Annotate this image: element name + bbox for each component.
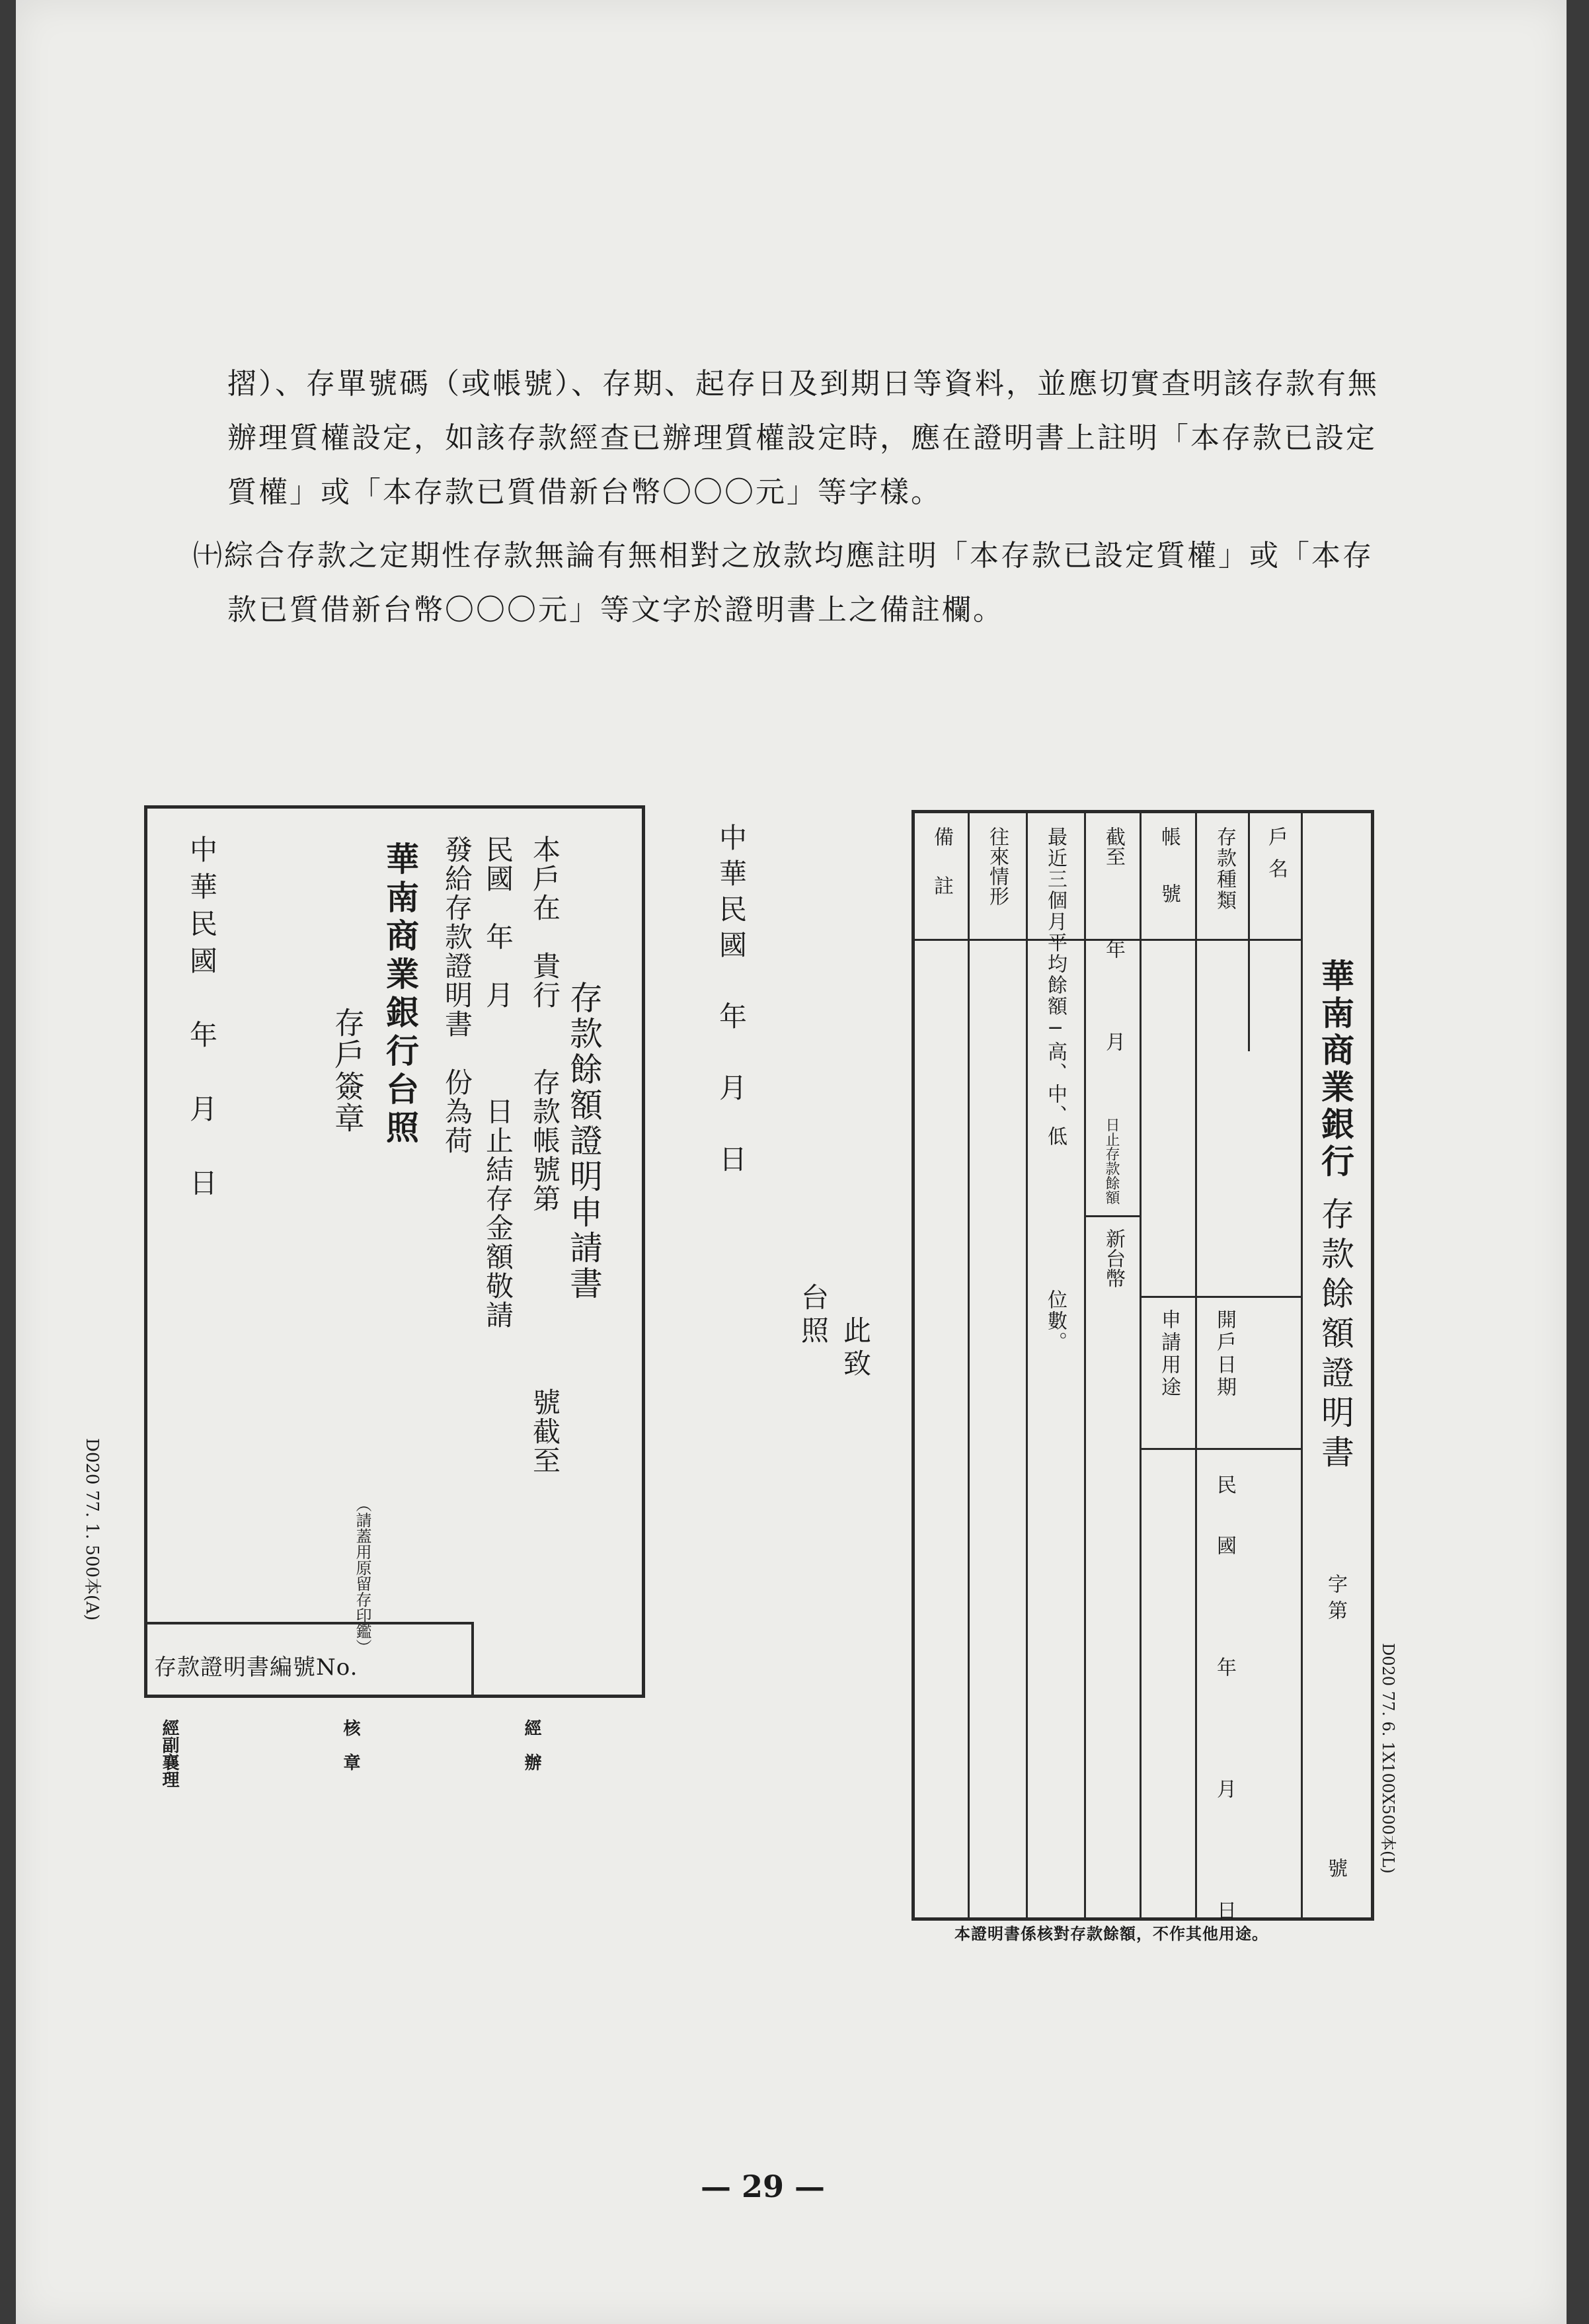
dealings-label: 往來情形 bbox=[986, 826, 1009, 906]
application-form bbox=[144, 805, 645, 1698]
asof-label: 截至 bbox=[1102, 826, 1125, 866]
stamp-manager: 經副襄理 bbox=[159, 1719, 179, 1788]
certificate-footnote: 本證明書係核對存款餘額，不作其他用途。 bbox=[954, 1924, 1268, 1943]
body-line: 摺）、存單號碼（或帳號）、存期、起存日及到期日等資料，並應切實查明該存款有無 bbox=[227, 367, 1379, 401]
certificate-word-label: 字第 bbox=[1324, 1574, 1347, 1626]
application-title: 存款餘額證明申請書 bbox=[564, 981, 603, 1302]
open-date-label: 開戶日期 bbox=[1213, 1309, 1236, 1399]
asof-year: 年 bbox=[1102, 939, 1125, 959]
signature-label: 存戶簽章 bbox=[330, 1007, 366, 1134]
header-account-number: 帳號 bbox=[1157, 826, 1181, 940]
certificate-number-label: 存款證明書編號No. bbox=[154, 1654, 358, 1681]
application-date: 中華民國 年 月 日 bbox=[186, 835, 218, 1205]
body-line: 辦理質權設定，如該存款經查已辦理質權設定時，應在證明書上註明「本存款已設定 bbox=[227, 421, 1377, 455]
certificate-number-box bbox=[147, 1622, 474, 1695]
remarks-label: 備註 bbox=[930, 826, 953, 924]
middle-date: 中華民國 年 月 日 bbox=[715, 823, 748, 1180]
certificate-form-code: D020 77. 6. 1X100X500本(L) bbox=[1379, 1643, 1397, 1874]
certificate-bank-name: 華南商業銀行 bbox=[1316, 959, 1355, 1181]
body-line: 質權」或「本存款已質借新台幣〇〇〇元」等字樣。 bbox=[227, 475, 942, 509]
body-line: ㈩綜合存款之定期性存款無論有無相對之放款均應註明「本存款已設定質權」或「本存 bbox=[193, 539, 1374, 573]
body-paragraph bbox=[227, 357, 1411, 520]
asof-day: 日止存款餘額 bbox=[1103, 1117, 1120, 1205]
purpose-label: 申請用途 bbox=[1157, 1309, 1181, 1399]
application-line-1: 本戶在 貴行 存款帳號第 號截至 bbox=[529, 835, 561, 1475]
seal-note: （請蓋用原留存印鑑） bbox=[353, 1496, 371, 1655]
asof-month: 月 bbox=[1102, 1031, 1125, 1051]
document-page bbox=[16, 0, 1567, 2324]
average-balance-label: 最近三個月平均餘額─高、中、低 bbox=[1044, 826, 1067, 1147]
stamp-handler: 經辦 bbox=[522, 1719, 541, 1788]
closing-respectfully: 此致 bbox=[839, 1316, 872, 1382]
bank-name-addressee: 華南商業銀行台照 bbox=[381, 842, 420, 1148]
average-balance-digits: 位數。 bbox=[1044, 1289, 1067, 1353]
application-line-3: 發給存款證明書 份為荷 bbox=[441, 835, 473, 1155]
header-account-name: 戶名 bbox=[1264, 826, 1288, 890]
certificate-title: 存款餘額證明書 bbox=[1316, 1197, 1354, 1474]
application-line-2: 民國 年 月 日止結存金額敬請 bbox=[482, 835, 514, 1330]
header-deposit-type: 存款種類 bbox=[1213, 826, 1236, 911]
body-line: 款已質借新台幣〇〇〇元」等文字於證明書上之備註欄。 bbox=[227, 593, 1004, 627]
stamp-checker: 核章 bbox=[340, 1719, 360, 1788]
open-date-value: 民國 年 月 日 bbox=[1213, 1474, 1236, 1961]
currency-label: 新台幣 bbox=[1102, 1228, 1125, 1288]
application-form-code: D020 77. 1. 500本(A) bbox=[82, 1438, 102, 1621]
page-number: — 29 — bbox=[700, 2169, 826, 2204]
body-paragraph-item bbox=[193, 529, 1411, 637]
closing-addressee: 台照 bbox=[797, 1283, 830, 1349]
certificate-number-suffix: 號 bbox=[1324, 1858, 1347, 1878]
